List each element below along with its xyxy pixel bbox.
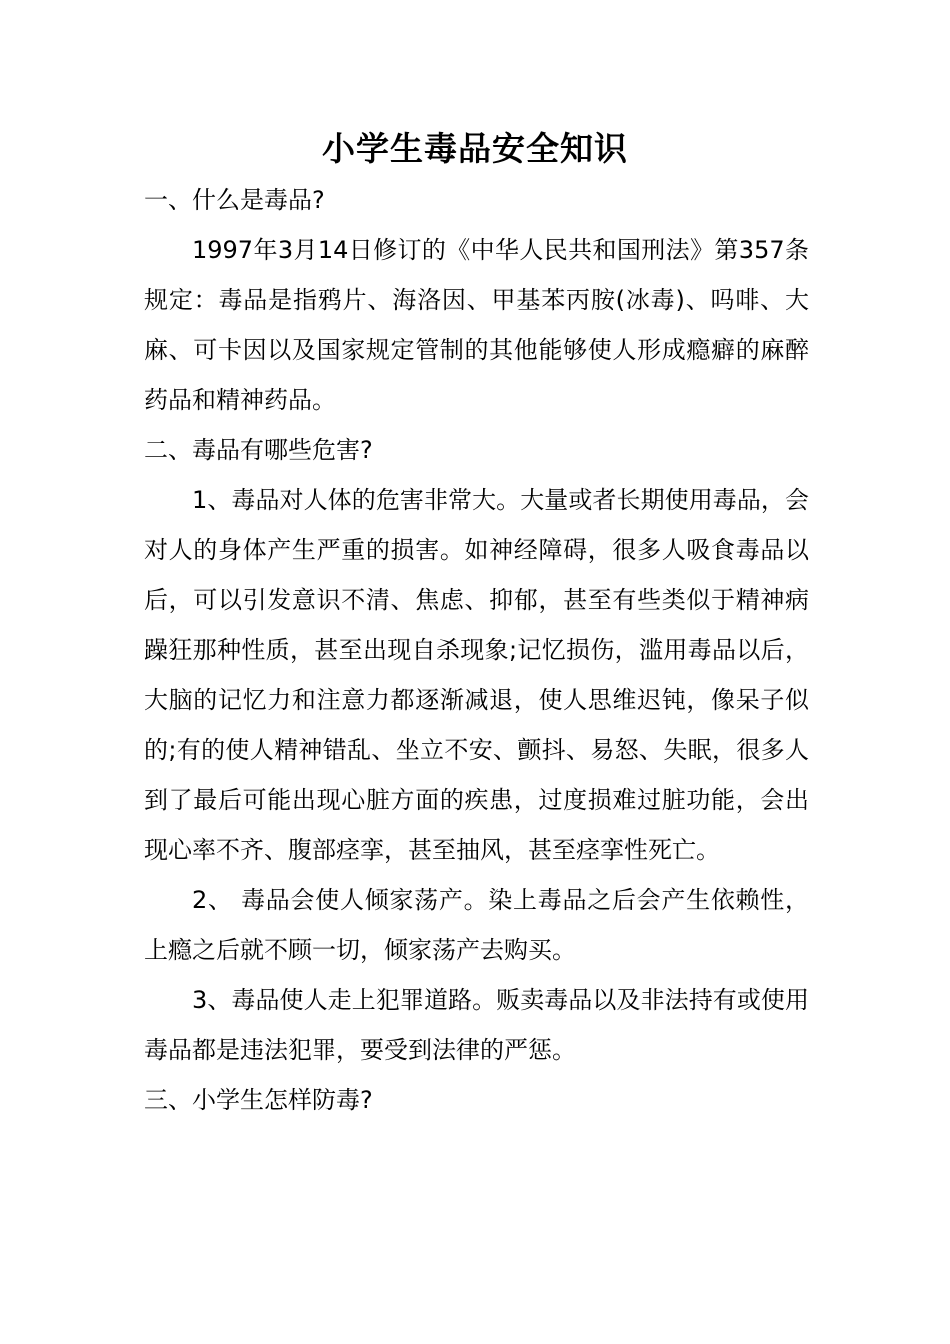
section-heading-drug-harms: 二、毒品有哪些危害? [144, 436, 373, 464]
section-heading-what-is-drug: 一、什么是毒品? [144, 186, 325, 214]
section-heading-prevention: 三、小学生怎样防毒? [144, 1086, 373, 1114]
paragraph-harm-body: 1、毒品对人体的危害非常大。大量或者长期使用毒品，会对人的身体产生严重的损害。如神经障碍，很多人吸食毒品以后，可以引发意识不清、焦虑、抑郁，甚至有些类似于精神病躁狂那种性质，甚至出现自杀现象;记忆损伤，滥用毒品以后，大脑的记忆力和注意力都逐渐减退，使人思维迟钝，像呆子似的;有的使人精神错乱、坐立不安、颤抖、易怒、失眠，很多人到了最后可能出现心脏方面的疾患，过度损难过脏功能，会出现心率不齐、腹部痉挛，甚至抽风，甚至痉挛性死亡。 [144, 486, 809, 864]
paragraph-harm-crime: 3、毒品使人走上犯罪道路。贩卖毒品以及非法持有或使用毒品都是违法犯罪，要受到法律的严惩。 [144, 986, 809, 1064]
paragraph-drug-definition: 1997年3月14日修订的《中华人民共和国刑法》第357条规定：毒品是指鸦片、海洛因、甲基苯丙胺(冰毒)、吗啡、大麻、可卡因以及国家规定管制的其他能够使人形成瘾癖的麻醉药品和精神药品。 [144, 236, 809, 414]
document-body [144, 175, 809, 1125]
document-title: 小学生毒品安全知识 [322, 129, 628, 168]
paragraph-harm-finance: 2、 毒品会使人倾家荡产。染上毒品之后会产生依赖性，上瘾之后就不顾一切，倾家荡产去购买。 [144, 886, 809, 964]
